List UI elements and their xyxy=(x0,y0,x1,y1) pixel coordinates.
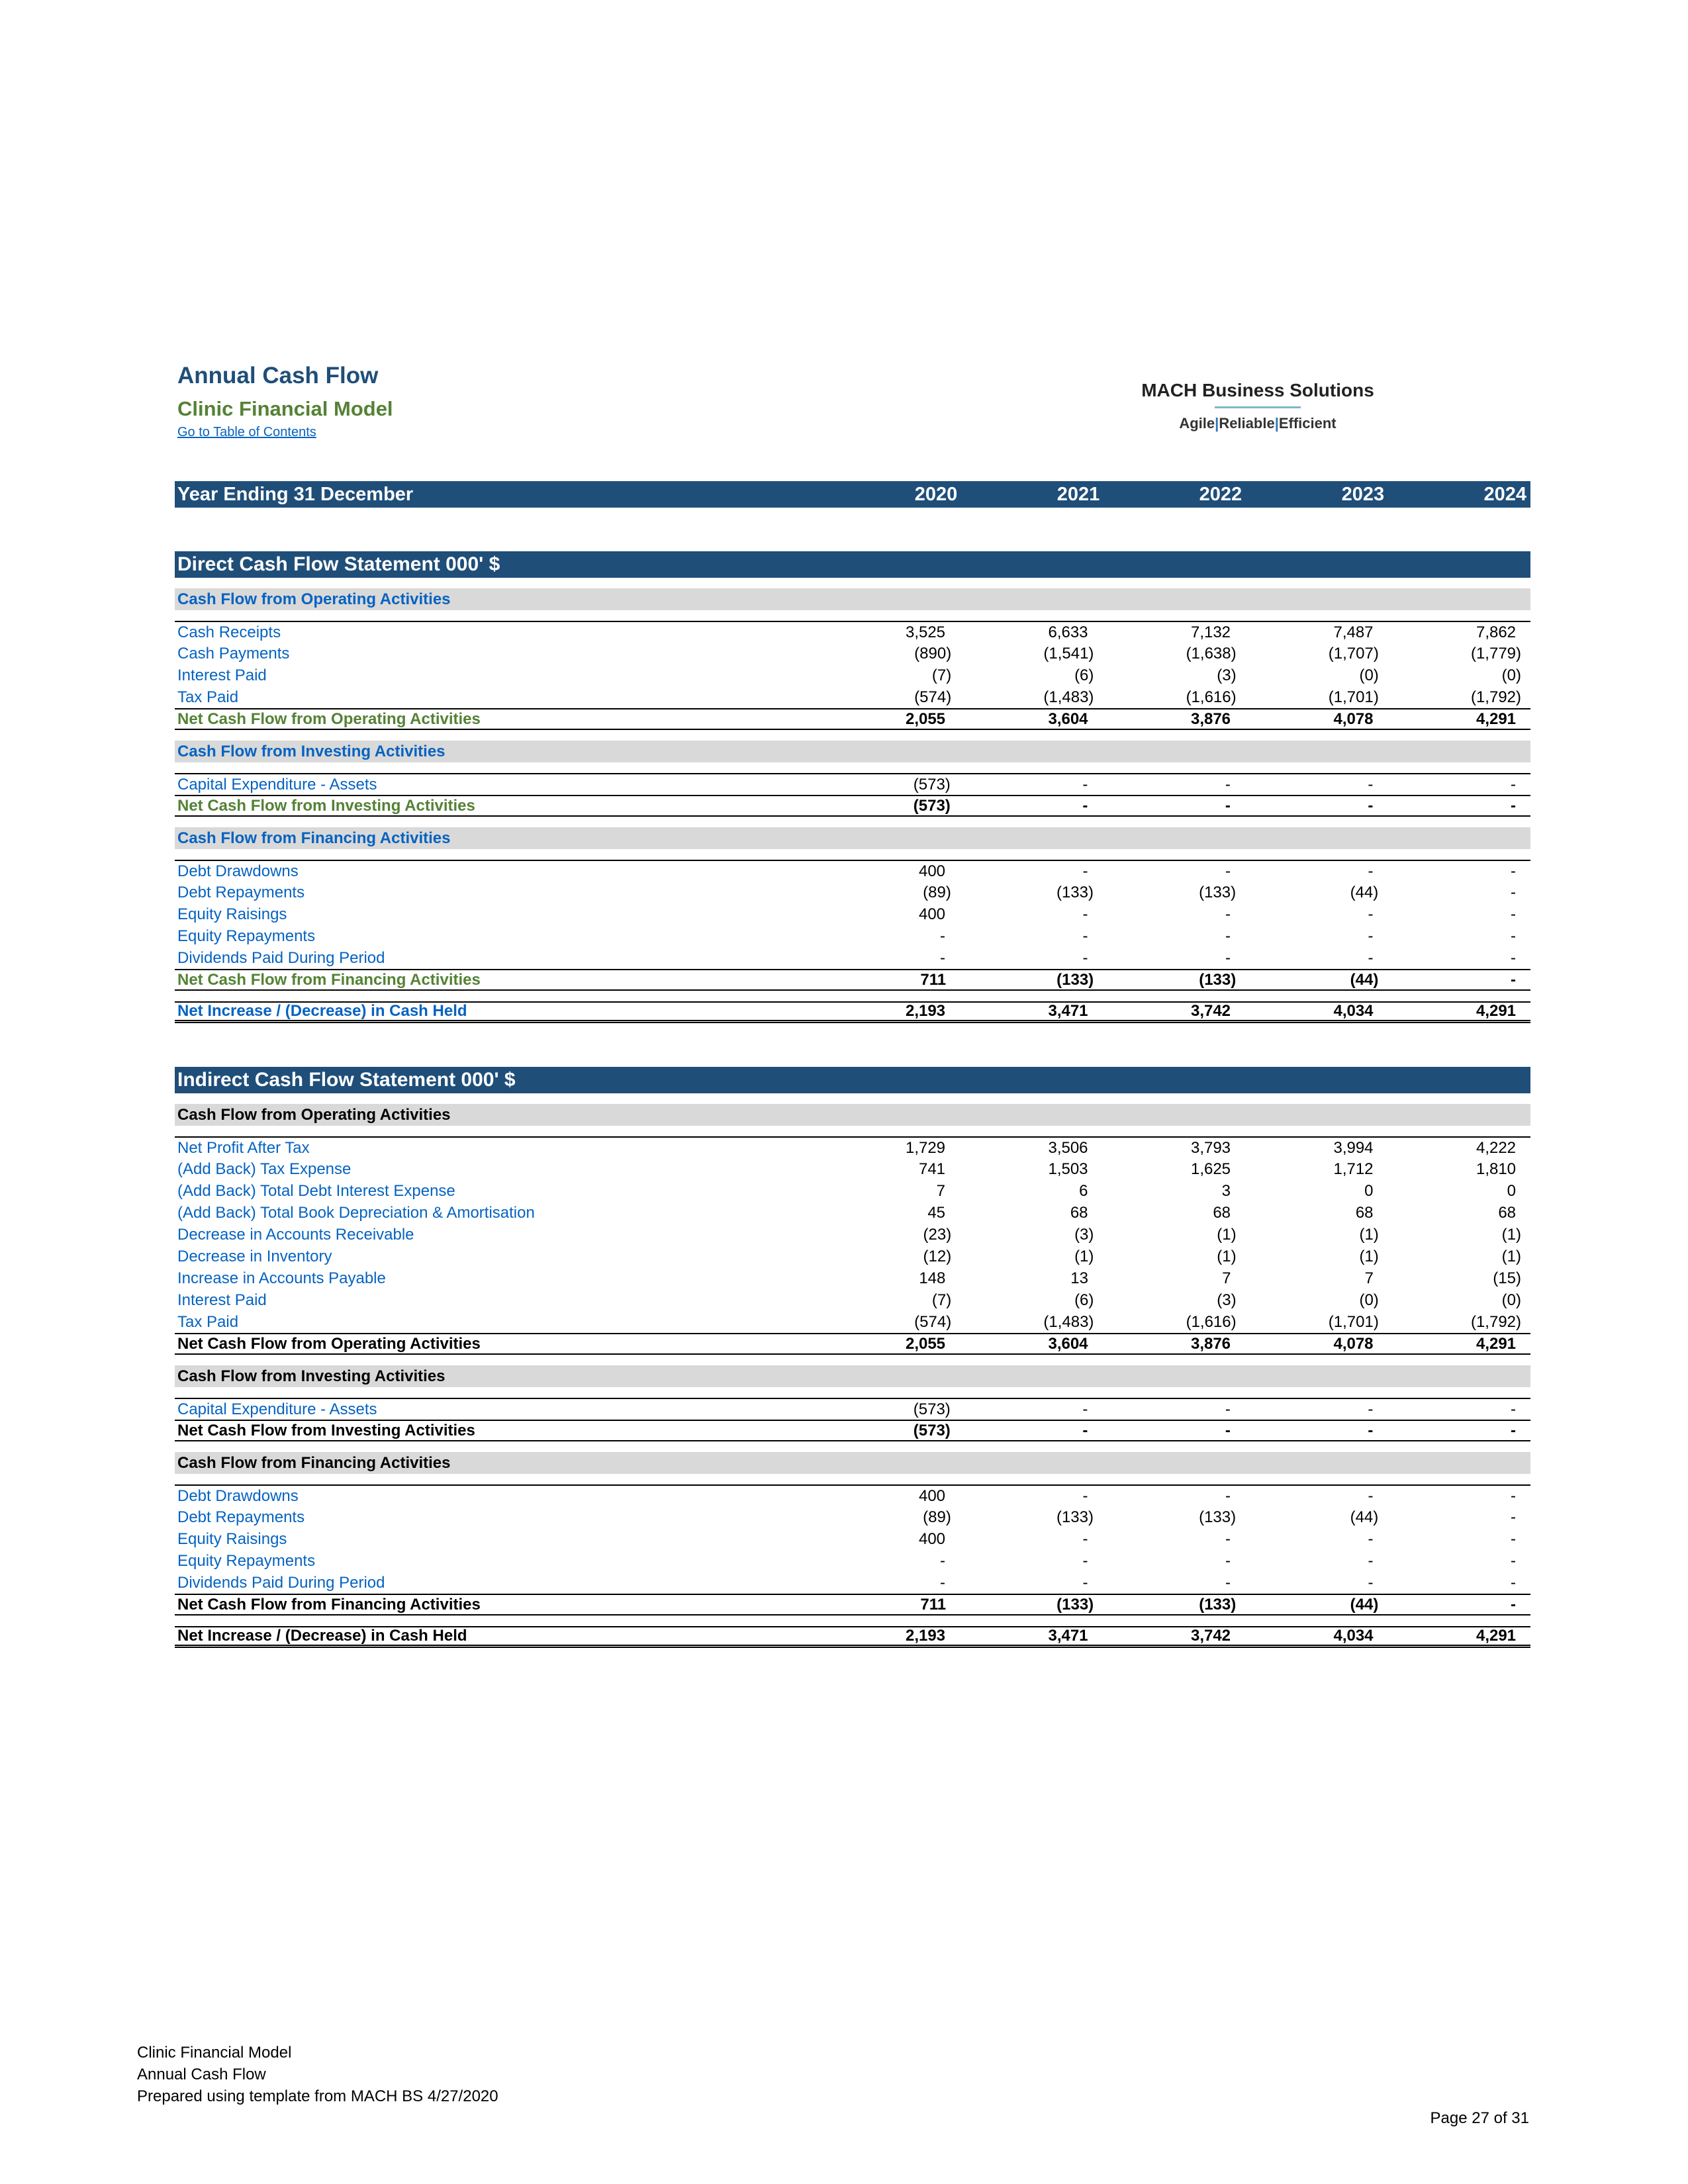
row-value: 6 xyxy=(1079,1181,1088,1200)
row-value: 3,876 xyxy=(1190,709,1231,728)
row-value: (1,779) xyxy=(1470,644,1522,662)
row-value: (1,792) xyxy=(1470,688,1522,706)
row-value: 3,742 xyxy=(1190,1627,1231,1645)
row-value: - xyxy=(1225,905,1231,923)
row-value: (133) xyxy=(1056,883,1094,901)
row-label: Capital Expenditure - Assets xyxy=(177,775,377,794)
year-banner xyxy=(175,481,1530,508)
table-row xyxy=(175,664,1530,686)
row-label: Dividends Paid During Period xyxy=(177,948,385,967)
row-label: Cash Payments xyxy=(177,644,290,662)
row-value: - xyxy=(1082,796,1088,815)
row-value: - xyxy=(1225,927,1231,945)
indirect-financing-rows xyxy=(175,1484,1530,1594)
row-value: (89) xyxy=(923,883,951,901)
page-title: Annual Cash Flow xyxy=(177,363,379,388)
direct-operating-total xyxy=(175,708,1530,730)
row-label: Tax Paid xyxy=(177,688,239,706)
table-row xyxy=(175,1572,1530,1594)
row-label: Net Cash Flow from Financing Activities xyxy=(177,1595,481,1614)
direct-financing-heading xyxy=(175,827,1530,849)
direct-section-title xyxy=(175,551,1530,578)
row-value: - xyxy=(1511,1595,1516,1614)
row-label: Debt Repayments xyxy=(177,1508,305,1526)
logo-separator: | xyxy=(1274,415,1279,432)
row-value: 400 xyxy=(918,862,946,880)
indirect-investing-total xyxy=(175,1420,1530,1441)
row-value: (0) xyxy=(1501,1291,1522,1309)
row-value: 148 xyxy=(919,1269,946,1287)
row-label: Cash Receipts xyxy=(177,623,281,641)
row-value: 741 xyxy=(918,1160,946,1178)
table-row xyxy=(175,1158,1530,1180)
row-value: - xyxy=(1082,927,1088,945)
year-header: 2021 xyxy=(1056,483,1100,505)
row-value: - xyxy=(1225,1573,1231,1592)
row-value: - xyxy=(1511,948,1517,967)
row-value: (1,701) xyxy=(1328,1312,1379,1331)
row-value: (133) xyxy=(1056,1508,1094,1526)
row-value: 2,193 xyxy=(905,1002,946,1020)
row-value: - xyxy=(1225,862,1231,880)
row-value: - xyxy=(940,1573,946,1592)
row-value: 7 xyxy=(1222,1269,1231,1287)
row-value: - xyxy=(1368,1400,1374,1418)
year-banner-label: Year Ending 31 December xyxy=(177,483,414,505)
row-value: 45 xyxy=(927,1203,946,1222)
row-label: Net Cash Flow from Investing Activities xyxy=(177,796,475,815)
row-value: 68 xyxy=(1213,1203,1231,1222)
logo-separator: | xyxy=(1215,415,1219,432)
row-value: (3) xyxy=(1217,666,1237,684)
row-value: - xyxy=(1511,1573,1517,1592)
row-value: (574) xyxy=(914,1312,952,1331)
row-value: (1) xyxy=(1501,1225,1522,1244)
row-label: Net Increase / (Decrease) in Cash Held xyxy=(177,1002,467,1020)
row-value: 3,994 xyxy=(1333,1138,1374,1157)
row-value: (6) xyxy=(1074,1291,1094,1309)
row-value: (1) xyxy=(1217,1247,1237,1265)
row-value: - xyxy=(1511,1486,1517,1505)
row-value: (0) xyxy=(1501,666,1522,684)
row-value: (3) xyxy=(1074,1225,1094,1244)
row-value: (1) xyxy=(1074,1247,1094,1265)
row-value: 6,633 xyxy=(1048,623,1088,641)
row-value: 7 xyxy=(1364,1269,1374,1287)
direct-investing-heading-label: Cash Flow from Investing Activities xyxy=(177,742,445,760)
row-value: - xyxy=(1082,1573,1088,1592)
table-row xyxy=(175,1136,1530,1158)
row-value: 0 xyxy=(1507,1181,1517,1200)
row-value: - xyxy=(1225,796,1231,815)
row-value: - xyxy=(1510,796,1516,815)
row-value: - xyxy=(1511,927,1517,945)
row-value: (133) xyxy=(1199,883,1237,901)
row-value: (12) xyxy=(923,1247,952,1265)
row-value: (133) xyxy=(1056,970,1094,989)
row-value: (1) xyxy=(1359,1247,1379,1265)
table-row xyxy=(175,621,1530,643)
row-value: 3,742 xyxy=(1190,1002,1231,1020)
indirect-section-title xyxy=(175,1067,1530,1093)
row-value: - xyxy=(1510,883,1516,901)
row-value: 3,793 xyxy=(1190,1138,1231,1157)
toc-link[interactable]: Go to Table of Contents xyxy=(177,425,316,439)
row-value: 1,712 xyxy=(1333,1160,1374,1178)
indirect-title: Indirect Cash Flow Statement 000' $ xyxy=(177,1069,516,1091)
row-value: - xyxy=(1082,1421,1088,1439)
row-value: - xyxy=(1082,1551,1088,1570)
direct-financing-heading-label: Cash Flow from Financing Activities xyxy=(177,829,451,847)
row-value: 1,625 xyxy=(1190,1160,1231,1178)
table-row xyxy=(175,882,1530,903)
row-value: (44) xyxy=(1350,1595,1379,1614)
row-value: (133) xyxy=(1056,1595,1094,1614)
logo-tag-efficient: Efficient xyxy=(1278,415,1336,432)
row-value: (133) xyxy=(1199,970,1237,989)
indirect-financing-total xyxy=(175,1594,1530,1615)
table-row xyxy=(175,1267,1530,1289)
row-value: - xyxy=(1368,1486,1374,1505)
footer-model: Clinic Financial Model xyxy=(137,2044,292,2062)
row-value: 4,291 xyxy=(1476,1627,1517,1645)
row-value: (133) xyxy=(1199,1595,1237,1614)
row-value: - xyxy=(1225,775,1231,794)
row-value: (6) xyxy=(1074,666,1094,684)
row-value: (44) xyxy=(1350,883,1379,901)
row-value: (133) xyxy=(1199,1508,1237,1526)
table-row xyxy=(175,1289,1530,1311)
table-row xyxy=(175,1398,1530,1420)
row-value: - xyxy=(1368,775,1374,794)
row-label: Equity Repayments xyxy=(177,1551,316,1570)
row-value: (7) xyxy=(931,1291,952,1309)
row-label: Equity Repayments xyxy=(177,927,316,945)
row-value: (1,541) xyxy=(1043,644,1094,662)
logo-name: MACH Business Solutions xyxy=(1141,380,1374,400)
page-number: Page 27 of 31 xyxy=(1430,2109,1529,2127)
footer-sheet: Annual Cash Flow xyxy=(137,2066,266,2083)
row-value: 711 xyxy=(920,1595,947,1614)
row-value: (1) xyxy=(1501,1247,1522,1265)
table-row xyxy=(175,643,1530,664)
logo-tagline xyxy=(1125,415,1390,432)
indirect-investing-heading-label: Cash Flow from Investing Activities xyxy=(177,1367,445,1385)
row-value: (1,483) xyxy=(1043,1312,1094,1331)
row-label: Tax Paid xyxy=(177,1312,239,1331)
row-value: (1,792) xyxy=(1470,1312,1522,1331)
row-value: - xyxy=(1082,905,1088,923)
table-row xyxy=(175,1484,1530,1506)
row-value: 7,862 xyxy=(1476,623,1517,641)
direct-investing-total xyxy=(175,795,1530,817)
indirect-financing-heading-label: Cash Flow from Financing Activities xyxy=(177,1453,451,1472)
row-label: Net Profit After Tax xyxy=(177,1138,310,1157)
row-value: (1,616) xyxy=(1186,688,1237,706)
row-value: (573) xyxy=(913,1421,951,1439)
page-subtitle: Clinic Financial Model xyxy=(177,397,393,420)
direct-operating-heading xyxy=(175,588,1530,610)
indirect-operating-heading-label: Cash Flow from Operating Activities xyxy=(177,1105,451,1124)
row-value: 3,506 xyxy=(1048,1138,1088,1157)
table-row xyxy=(175,1311,1530,1333)
row-value: - xyxy=(1225,1400,1231,1418)
row-value: - xyxy=(940,948,946,967)
row-value: - xyxy=(940,927,946,945)
row-value: - xyxy=(1511,970,1516,989)
row-value: 400 xyxy=(918,1486,946,1505)
row-value: (23) xyxy=(923,1225,952,1244)
row-value: (44) xyxy=(1350,970,1379,989)
row-value: - xyxy=(1510,1421,1516,1439)
row-value: (1) xyxy=(1217,1225,1237,1244)
row-label: Net Cash Flow from Investing Activities xyxy=(177,1421,475,1439)
row-label: Decrease in Accounts Receivable xyxy=(177,1225,414,1244)
logo-tag-agile: Agile xyxy=(1179,415,1215,432)
row-value: - xyxy=(1082,948,1088,967)
row-value: (1,701) xyxy=(1328,688,1379,706)
direct-investing-rows xyxy=(175,773,1530,795)
row-value: 4,078 xyxy=(1333,709,1374,728)
company-logo xyxy=(1125,380,1390,439)
row-value: (0) xyxy=(1359,666,1379,684)
row-value: - xyxy=(1511,1551,1517,1570)
indirect-operating-total xyxy=(175,1333,1530,1355)
row-value: - xyxy=(1368,1573,1374,1592)
row-value: (89) xyxy=(923,1508,951,1526)
row-value: - xyxy=(1511,905,1517,923)
footer-prepared: Prepared using template from MACH BS 4/27/2020 xyxy=(137,2087,498,2105)
row-value: (1,638) xyxy=(1186,644,1237,662)
row-value: 3,471 xyxy=(1048,1627,1088,1645)
row-value: 7,487 xyxy=(1333,623,1374,641)
row-value: 1,729 xyxy=(905,1138,946,1157)
row-value: - xyxy=(1368,927,1374,945)
year-header: 2020 xyxy=(914,483,958,505)
row-label: Debt Drawdowns xyxy=(177,862,299,880)
row-value: 0 xyxy=(1364,1181,1374,1200)
table-row xyxy=(175,1506,1530,1528)
table-row xyxy=(175,1550,1530,1572)
row-value: - xyxy=(1225,1551,1231,1570)
row-value: (44) xyxy=(1350,1508,1379,1526)
row-value: - xyxy=(1082,775,1088,794)
direct-operating-rows xyxy=(175,621,1530,708)
row-label: Dividends Paid During Period xyxy=(177,1573,385,1592)
row-label: (Add Back) Total Book Depreciation & Amortisation xyxy=(177,1203,535,1222)
row-label: Net Cash Flow from Operating Activities xyxy=(177,709,481,728)
row-value: 68 xyxy=(1070,1203,1088,1222)
row-value: (573) xyxy=(913,1400,951,1418)
table-row xyxy=(175,925,1530,947)
row-value: - xyxy=(1368,1551,1374,1570)
row-label: Net Cash Flow from Operating Activities xyxy=(177,1334,481,1353)
row-label: Debt Drawdowns xyxy=(177,1486,299,1505)
row-value: 400 xyxy=(918,905,946,923)
row-value: (0) xyxy=(1359,1291,1379,1309)
row-value: - xyxy=(1368,1421,1374,1439)
year-header: 2024 xyxy=(1483,483,1526,505)
indirect-operating-rows xyxy=(175,1136,1530,1333)
row-value: (1,616) xyxy=(1186,1312,1237,1331)
row-value: 3,604 xyxy=(1048,1334,1088,1353)
row-value: 2,055 xyxy=(905,709,946,728)
table-row xyxy=(175,686,1530,708)
row-value: - xyxy=(1082,862,1088,880)
row-value: - xyxy=(940,1551,946,1570)
row-label: Debt Repayments xyxy=(177,883,305,901)
row-label: Equity Raisings xyxy=(177,905,287,923)
row-value: (574) xyxy=(914,688,952,706)
row-value: (15) xyxy=(1493,1269,1521,1287)
row-value: 68 xyxy=(1498,1203,1517,1222)
row-value: 3,471 xyxy=(1048,1002,1088,1020)
row-label: Equity Raisings xyxy=(177,1529,287,1548)
row-value: 1,810 xyxy=(1476,1160,1517,1178)
table-row xyxy=(175,903,1530,925)
row-label: Interest Paid xyxy=(177,666,267,684)
row-value: - xyxy=(1368,1529,1374,1548)
row-value: 4,291 xyxy=(1476,709,1517,728)
row-value: - xyxy=(1368,862,1374,880)
row-value: - xyxy=(1511,1529,1517,1548)
row-value: 4,291 xyxy=(1476,1002,1517,1020)
row-value: 711 xyxy=(920,970,947,989)
row-label: Net Increase / (Decrease) in Cash Held xyxy=(177,1627,467,1645)
row-value: 1,503 xyxy=(1048,1160,1088,1178)
row-value: 7,132 xyxy=(1190,623,1231,641)
row-value: - xyxy=(1368,796,1374,815)
row-value: 400 xyxy=(918,1529,946,1548)
row-value: 4,291 xyxy=(1476,1334,1517,1353)
row-value: 13 xyxy=(1070,1269,1088,1287)
row-value: - xyxy=(1225,948,1231,967)
direct-financing-total xyxy=(175,969,1530,991)
row-value: 4,034 xyxy=(1333,1627,1374,1645)
row-label: Net Cash Flow from Financing Activities xyxy=(177,970,481,989)
table-row xyxy=(175,860,1530,882)
indirect-operating-heading xyxy=(175,1104,1530,1126)
row-value: - xyxy=(1225,1421,1231,1439)
table-row xyxy=(175,1180,1530,1202)
row-value: 4,078 xyxy=(1333,1334,1374,1353)
direct-title: Direct Cash Flow Statement 000' $ xyxy=(177,553,500,575)
row-value: - xyxy=(1510,1400,1516,1418)
logo-tag-reliable: Reliable xyxy=(1219,415,1275,432)
row-value: - xyxy=(1368,948,1374,967)
row-value: 3,876 xyxy=(1190,1334,1231,1353)
row-value: 7 xyxy=(936,1181,946,1200)
indirect-net-increase xyxy=(175,1626,1530,1648)
row-label: Increase in Accounts Payable xyxy=(177,1269,386,1287)
row-value: (3) xyxy=(1217,1291,1237,1309)
row-value: 68 xyxy=(1355,1203,1374,1222)
row-value: (573) xyxy=(913,775,951,794)
row-value: (7) xyxy=(931,666,952,684)
row-value: - xyxy=(1082,1400,1088,1418)
row-value: (890) xyxy=(914,644,952,662)
row-value: (1) xyxy=(1359,1225,1379,1244)
row-value: 4,222 xyxy=(1476,1138,1517,1157)
row-value: - xyxy=(1368,905,1374,923)
row-value: - xyxy=(1511,862,1517,880)
table-row xyxy=(175,947,1530,969)
table-row xyxy=(175,773,1530,795)
row-value: 4,034 xyxy=(1333,1002,1374,1020)
cash-flow-sheet xyxy=(175,481,1530,1648)
table-row xyxy=(175,1224,1530,1246)
row-value: (1,707) xyxy=(1328,644,1379,662)
row-value: 3 xyxy=(1221,1181,1231,1200)
row-value: 2,193 xyxy=(905,1627,946,1645)
indirect-investing-rows xyxy=(175,1398,1530,1420)
direct-net-increase xyxy=(175,1001,1530,1023)
row-value: 3,525 xyxy=(905,623,946,641)
row-value: - xyxy=(1225,1529,1231,1548)
direct-investing-heading xyxy=(175,741,1530,762)
row-value: (1,483) xyxy=(1043,688,1094,706)
row-value: - xyxy=(1510,1508,1516,1526)
indirect-investing-heading xyxy=(175,1365,1530,1387)
row-value: - xyxy=(1225,1486,1231,1505)
row-value: - xyxy=(1082,1486,1088,1505)
year-header: 2023 xyxy=(1341,483,1385,505)
table-row xyxy=(175,1202,1530,1224)
row-value: 2,055 xyxy=(905,1334,946,1353)
direct-financing-rows xyxy=(175,860,1530,969)
row-label: (Add Back) Total Debt Interest Expense xyxy=(177,1181,455,1200)
row-label: (Add Back) Tax Expense xyxy=(177,1160,352,1178)
row-value: (573) xyxy=(913,796,951,815)
row-value: - xyxy=(1082,1529,1088,1548)
row-label: Capital Expenditure - Assets xyxy=(177,1400,377,1418)
indirect-financing-heading xyxy=(175,1452,1530,1474)
direct-operating-heading-label: Cash Flow from Operating Activities xyxy=(177,590,451,608)
year-header: 2022 xyxy=(1199,483,1243,505)
row-value: 3,604 xyxy=(1048,709,1088,728)
table-row xyxy=(175,1528,1530,1550)
table-row xyxy=(175,1246,1530,1267)
row-label: Decrease in Inventory xyxy=(177,1247,332,1265)
logo-underline xyxy=(1215,406,1301,408)
page-footer xyxy=(137,2042,498,2107)
row-value: - xyxy=(1510,775,1516,794)
row-label: Interest Paid xyxy=(177,1291,267,1309)
